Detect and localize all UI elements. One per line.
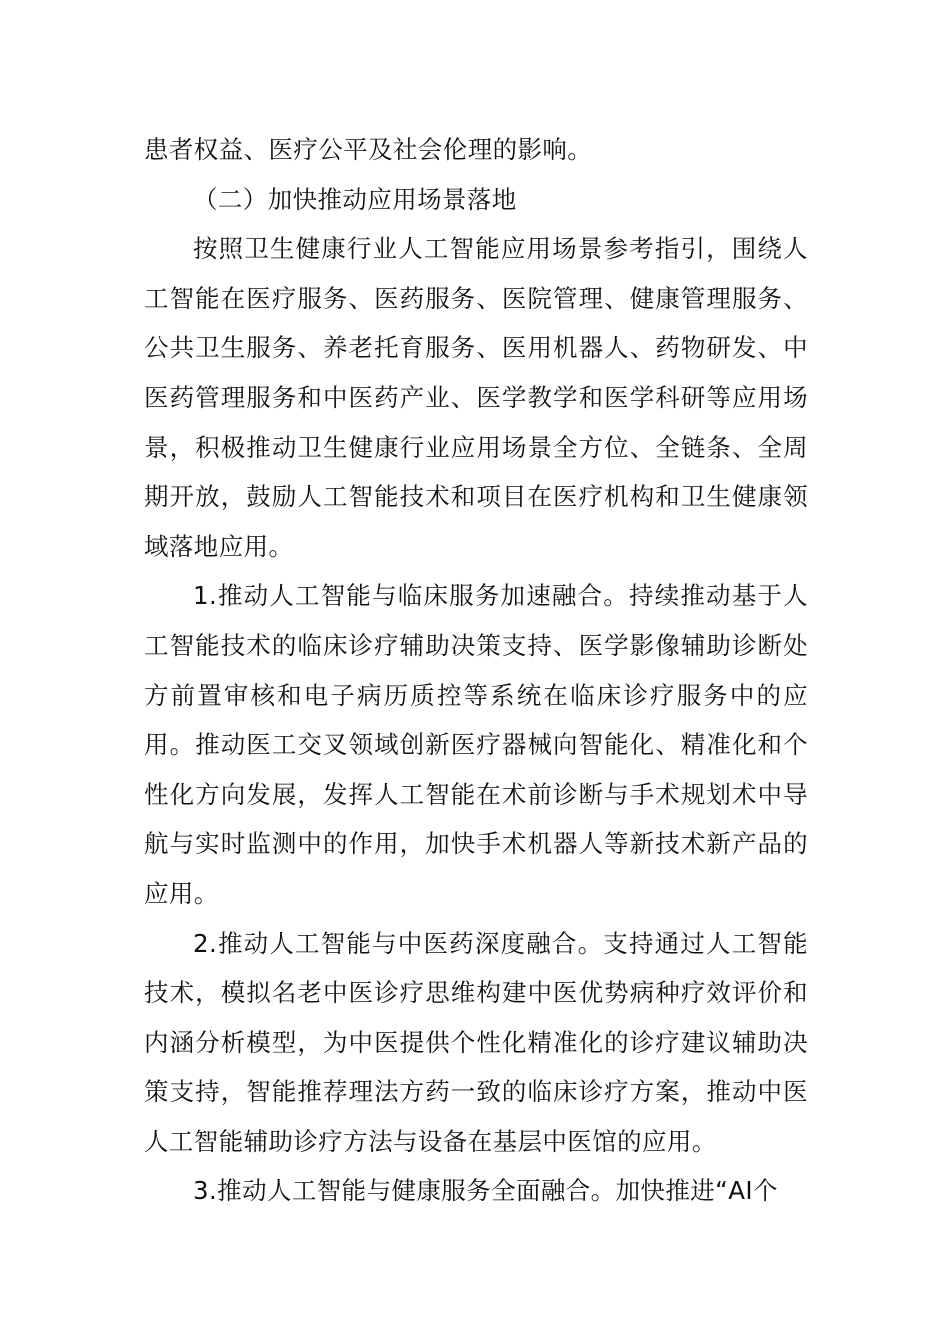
paragraph-item-2: 2.推动人工智能与中医药深度融合。支持通过人工智能技术，模拟名老中医诊疗思维构建中医优势病种疗效评价和内涵分析模型，为中医提供个性化精准化的诊疗建议辅助决策支持，智能推荐理法方药一致的临床诊疗方案，推动中医人工智能辅助诊疗方法与设备在基层中医馆的应用。: [144, 928, 808, 1156]
paragraph-item-1: 1.推动人工智能与临床服务加速融合。持续推动基于人工智能技术的临床诊疗辅助决策支持、医学影像辅助诊断处方前置审核和电子病历质控等系统在临床诊疗服务中的应用。推动医工交叉领域创新医疗器械向智能化、精准化和个性化方向发展，发挥人工智能在术前诊断与手术规划术中导航与实时监测中的作用，加快手术机器人等新技术新产品的应用。: [144, 581, 808, 908]
paragraph-item-3: 3.推动人工智能与健康服务全面融合。加快推进“AI个: [193, 1176, 778, 1206]
section-heading: （二）加快推动应用场景落地: [193, 184, 517, 214]
paragraph-intro: 按照卫生健康行业人工智能应用场景参考指引，围绕人工智能在医疗服务、医药服务、医院管理、健康管理服务、公共卫生服务、养老托育服务、医用机器人、药物研发、中医药管理服务和中医药产业、医学教学和医学科研等应用场景，积极推动卫生健康行业应用场景全方位、全链条、全周期开放，鼓励人工智能技术和项目在医疗机构和卫生健康领域落地应用。: [144, 234, 808, 561]
document-body: [144, 125, 808, 1216]
paragraph-continuation: 患者权益、医疗公平及社会伦理的影响。: [144, 135, 593, 164]
